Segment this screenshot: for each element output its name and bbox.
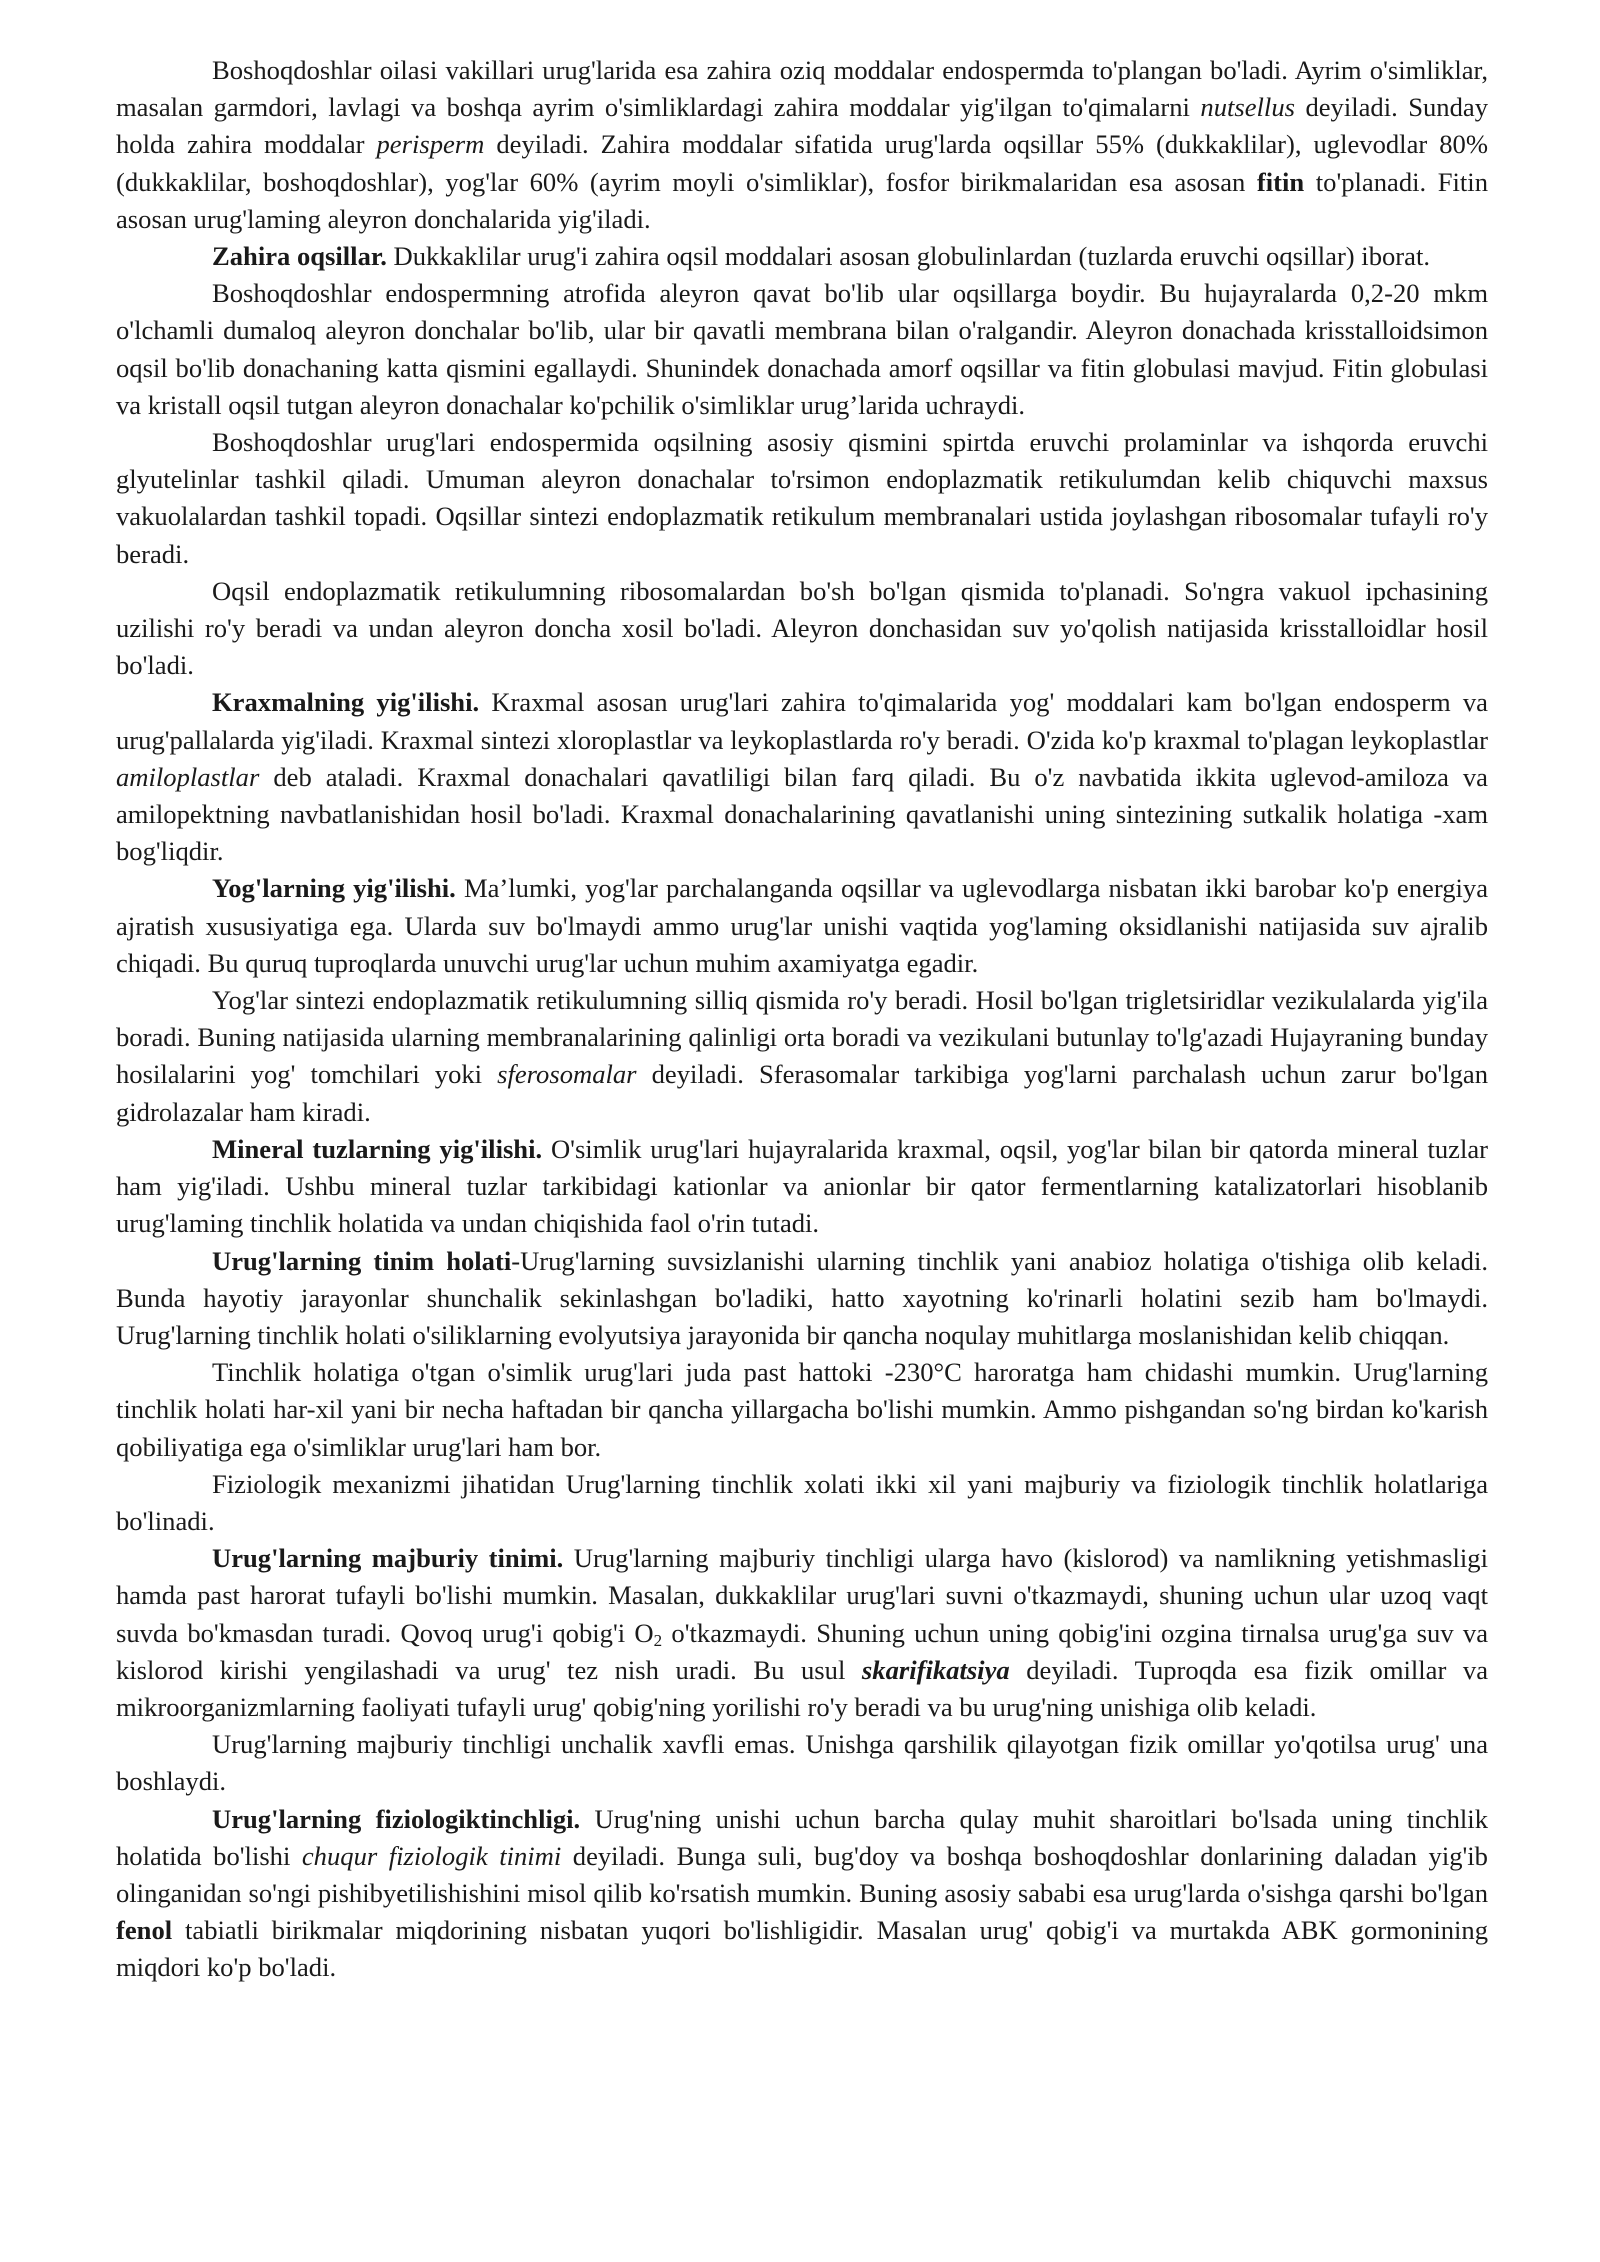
paragraph bbox=[116, 1726, 1488, 1800]
bold-text: Yog'larning yig'ilishi. bbox=[212, 873, 456, 904]
text-run: Ma’lumki, yog'lar parchalanganda oqsillar va uglevodlarga nisbatan ikki barobar ko'p energiya ajratish xususiyatiga ega. Ularda suv bo'lmaydi ammo urug'lar unishi vaqtida yog'laming oksidlanishi natijasida suv ajralib chiqadi. Bu quruq tuproqlarda unuvchi urug'lar uchun muhim axamiyatga egadir. bbox=[116, 873, 1489, 978]
paragraph bbox=[116, 1801, 1488, 1987]
italic-text: chuqur fiziologik tinimi bbox=[301, 1840, 562, 1871]
subscript-text: 2 bbox=[653, 1630, 663, 1650]
bold-italic-text: skarifikatsiya bbox=[861, 1654, 1010, 1685]
paragraph bbox=[116, 870, 1488, 982]
text-run: Oqsil endoplazmatik retikulumning ribosomalardan bo'sh bo'lgan qismida to'planadi. So'ngra vakuol ipchasining uzilishi ro'y beradi va undan aleyron doncha xosil bo'ladi. Aleyron donchasidan suv yo'qolish natijasida krisstalloidlar hosil bo'ladi. bbox=[116, 575, 1488, 681]
text-run: deyiladi. Sferasomalar tarkibiga yog'larni parchalash uchun zarur bo'lgan gidrolazalar ham kiradi. bbox=[116, 1059, 1488, 1127]
italic-text: nutsellus bbox=[1200, 92, 1295, 123]
italic-text: perisperm bbox=[376, 129, 485, 160]
text-run: deyiladi. Zahira moddalar sifatida urug'larda oqsillar 55% (dukkaklilar), uglevodlar 80% (dukkaklilar, boshoqdoshlar), yog'lar 60% (ayrim moyli o'simliklar), fosfor birikmalaridan esa asosan bbox=[116, 129, 1488, 197]
text-run: Tinchlik holatiga o'tgan o'simlik urug'lari juda past hattoki -230°C haroratga ham chidashi mumkin. Urug'larning tinchlik holati har-xil yani bir necha haftadan bir qancha yillargacha bo'lishi mumkin. Ammo pishgandan so'ng birdan ko'karish qobiliyatiga ega o'simliklar urug'lari ham bor. bbox=[116, 1357, 1488, 1462]
bold-text: Mineral tuzlarning yig'ilishi. bbox=[212, 1133, 543, 1164]
text-run: Urug'larning majburiy tinchligi unchalik xavfli emas. Unishga qarshilik qilayotgan fizik omillar yo'qotilsa urug' una boshlaydi. bbox=[116, 1729, 1488, 1797]
paragraph bbox=[116, 982, 1488, 1131]
text-run: o'tkazmaydi. Shuning uchun uning qobig'ini ozgina tirnalsa urug'ga suv va kislorod kirishi yengilashadi va urug' tez nish uradi. Bu usul bbox=[116, 1617, 1488, 1685]
text-run: O'simlik urug'lari hujayralarida kraxmal, oqsil, yog'lar bilan bir qatorda mineral tuzlar ham yig'iladi. Ushbu mineral tuzlar tarkibidagi kationlar va anionlar bir qator fermentlarning katalizatorlari hisoblanib urug'laming tinchlik holatida va undan chiqishida faol o'rin tutadi. bbox=[116, 1133, 1488, 1239]
text-run: deb ataladi. Kraxmal donachalari qavatliligi bilan farq qiladi. Bu o'z navbatida ikkita uglevod-amiloza va amilopektning navbatlanishidan hosil bo'ladi. Kraxmal donachalarining qavatlanishi uning sintezining sutkalik holatiga -xam bog'liqdir. bbox=[116, 761, 1488, 867]
paragraph bbox=[116, 573, 1488, 685]
text-run: Boshoqdoshlar oilasi vakillari urug'larida esa zahira oziq moddalar endospermda to'plangan bo'ladi. Ayrim o'simliklar, masalan garmdori, lavlagi va boshqa ayrim o'simliklardagi zahira moddalar yig'ilgan to'qimalarni bbox=[116, 55, 1488, 123]
bold-text: Urug'larning tinim holati bbox=[212, 1245, 512, 1276]
text-run: tabiatli birikmalar miqdorining nisbatan yuqori bo'lishligidir. Masalan urug' qobig'i va murtakda ABK gormonining miqdori ko'p bo'ladi. bbox=[116, 1915, 1488, 1983]
text-run: -Urug'larning suvsizlanishi ularning tinchlik yani anabioz holatiga o'tishiga olib keladi. Bunda hayotiy jarayonlar shunchalik sekinlashgan bo'ladiki, hatto xayotning ko'rinarli holatini sezib ham bo'lmaydi. Urug'larning tinchlik holati o'siliklarning evolyutsiya jarayonida bir qancha noqulay muhitlarga moslanishidan kelib chiqqan. bbox=[116, 1245, 1488, 1350]
paragraph bbox=[116, 238, 1488, 275]
text-run: Urug'ning unishi uchun barcha qulay muhit sharoitlari bo'lsada uning tinchlik holatida bo'lishi bbox=[116, 1803, 1488, 1871]
text-run: deyiladi. Sunday holda zahira moddalar bbox=[116, 92, 1489, 160]
text-run: Fiziologik mexanizmi jihatidan Urug'larning tinchlik xolati ikki xil yani majburiy va fiziologik tinchlik holatlariga bo'linadi. bbox=[116, 1468, 1488, 1536]
paragraph bbox=[116, 424, 1488, 573]
paragraph bbox=[116, 1540, 1488, 1726]
bold-text: fitin bbox=[1256, 166, 1305, 197]
paragraph bbox=[116, 1243, 1488, 1355]
text-run: deyiladi. Bunga suli, bug'doy va boshqa boshoqdoshlar donlarining daladan yig'ib olinganidan so'ngi pishibyetilishishini misol qilib ko'rsatish mumkin. Buning asosiy sababi esa urug'larda o'sishga qarshi bo'lgan bbox=[116, 1840, 1488, 1908]
italic-text: sferosomalar bbox=[497, 1059, 637, 1090]
bold-text: Kraxmalning yig'ilishi. bbox=[212, 687, 480, 718]
italic-text: amiloplastlar bbox=[116, 761, 260, 792]
paragraph bbox=[116, 1131, 1488, 1243]
bold-text: Zahira oqsillar. bbox=[212, 241, 387, 272]
paragraph bbox=[116, 684, 1488, 870]
text-run: to'planadi. Fitin asosan urug'laming aleyron donchalarida yig'iladi. bbox=[116, 166, 1488, 234]
text-run: Kraxmal asosan urug'lari zahira to'qimalarida yog' moddalari kam bo'lgan endosperm va urug'pallalarda yig'iladi. Kraxmal sintezi xloroplastlar va leykoplastlarda ro'y beradi. O'zida ko'p kraxmal to'plagan leykoplastlar bbox=[116, 687, 1488, 755]
paragraph bbox=[116, 1354, 1488, 1466]
text-run: Yog'lar sintezi endoplazmatik retikulumning silliq qismida ro'y beradi. Hosil bo'lgan trigletsiridlar vezikulalarda yig'ila boradi. Buning natijasida ularning membranalarining qalinligi orta boradi va vezikulani butunlay to'lg'azadi Hujayraning bunday hosilalarini yog' tomchilari yoki bbox=[116, 985, 1488, 1090]
text-run: Boshoqdoshlar endospermning atrofida aleyron qavat bo'lib ular oqsillarga boydir. Bu hujayralarda 0,2-20 mkm o'lchamli dumaloq aleyron donchalar bo'lib, ular bir qavatli membrana bilan o'ralgandir. Aleyron donachada krisstalloidsimon oqsil bo'lib donachaning katta qismini egallaydi. Shunindek donachada amorf oqsillar va fitin globulasi mavjud. Fitin globulasi va kristall oqsil tutgan aleyron donachalar ko'pchilik o'simliklar urug’larida uchraydi. bbox=[116, 278, 1488, 420]
text-run: deyiladi. Tuproqda esa fizik omillar va mikroorganizmlarning faoliyati tufayli urug' qobig'ning yorilishi ro'y beradi va bu urug'ning unishiga olib keladi. bbox=[116, 1654, 1488, 1722]
text-run: Dukkaklilar urug'i zahira oqsil moddalari asosan globulinlardan (tuzlarda eruvchi oqsillar) iborat. bbox=[386, 241, 1430, 272]
paragraph bbox=[116, 1466, 1488, 1540]
bold-text: Urug'larning majburiy tinimi. bbox=[212, 1543, 564, 1574]
bold-text: fenol bbox=[116, 1915, 173, 1946]
paragraph bbox=[116, 275, 1488, 424]
paragraph bbox=[116, 52, 1488, 238]
text-run: Boshoqdoshlar urug'lari endospermida oqsilning asosiy qismini spirtda eruvchi prolaminlar va ishqorda eruvchi glyutelinlar tashkil qiladi. Umuman aleyron donachalar to'rsimon endoplazmatik retikulumdan kelib chiquvchi maxsus vakuolalardan tashkil topadi. Oqsillar sintezi endoplazmatik retikulum membranalari ustida joylashgan ribosomalar tufayli ro'y beradi. bbox=[116, 427, 1488, 569]
bold-text: Urug'larning fiziologiktinchligi. bbox=[212, 1803, 581, 1834]
text-run: Urug'larning majburiy tinchligi ularga havo (kislorod) va namlikning yetishmasligi hamda past harorat tufayli bo'lishi mumkin. Masalan, dukkaklilar urug'lari suvni o'tkazmaydi, shuning uchun ular uzoq vaqt suvda bo'kmasdan turadi. Qovoq urug'i qobig'i O bbox=[116, 1543, 1488, 1648]
